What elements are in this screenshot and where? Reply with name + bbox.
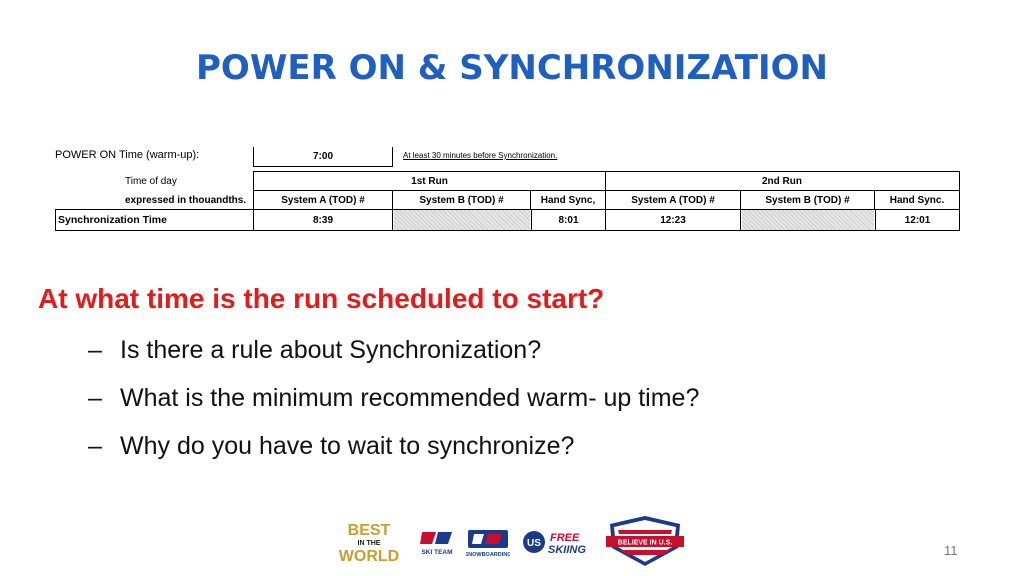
svg-text:SKI TEAM: SKI TEAM — [421, 549, 453, 556]
slide-title: POWER ON & SYNCHRONIZATION — [196, 48, 828, 88]
col-system-b-run1: System B (TOD) # — [393, 191, 531, 209]
bullet-item: – What is the minimum recommended warm- up time? — [88, 384, 700, 412]
sync-row-label: Synchronization Time — [58, 214, 167, 226]
svg-text:SKIING: SKIING — [548, 544, 586, 556]
col-hand-sync-run1: Hand Sync, — [531, 191, 606, 209]
expressed-label: expressed in thouandths. — [125, 195, 247, 206]
col-hand-sync-run2: Hand Sync. — [875, 191, 960, 209]
main-question: At what time is the run scheduled to start? — [38, 283, 605, 314]
best-in-the-world-logo — [336, 520, 402, 564]
svg-text:FREE: FREE — [550, 532, 580, 544]
us-snowboarding-logo — [466, 528, 510, 558]
time-of-day-label: Time of day — [125, 176, 177, 187]
col-system-a-run1: System A (TOD) # — [253, 191, 393, 209]
power-on-note: At least 30 minutes before Synchronization. — [403, 151, 558, 160]
sync-system-a-run1: 8:39 — [253, 209, 393, 231]
svg-text:BEST: BEST — [347, 522, 391, 539]
believe-in-us-logo — [602, 514, 688, 568]
run2-header: 2nd Run — [605, 171, 960, 191]
sync-system-b-run1-shaded — [394, 210, 530, 230]
sync-hand-run1: 8:01 — [531, 209, 606, 231]
svg-text:WORLD: WORLD — [338, 548, 400, 564]
run1-header: 1st Run — [253, 171, 606, 191]
sync-system-a-run2: 12:23 — [606, 209, 741, 231]
us-ski-team-logo — [418, 528, 456, 558]
bullet-item: – Why do you have to wait to synchronize? — [88, 432, 575, 460]
power-on-value: 7:00 — [253, 147, 393, 167]
col-system-b-run2: System B (TOD) # — [741, 191, 875, 209]
us-freeskiing-logo — [520, 526, 596, 558]
svg-text:BELIEVE IN U.S.: BELIEVE IN U.S. — [617, 539, 673, 547]
power-on-label: POWER ON Time (warm-up): — [55, 149, 200, 161]
bullet-item: – Is there a rule about Synchronization? — [88, 336, 542, 364]
slide-number: 11 — [944, 543, 958, 558]
sync-system-b-run2-shaded — [742, 210, 874, 230]
col-system-a-run2: System A (TOD) # — [606, 191, 741, 209]
svg-text:SNOWBOARDING: SNOWBOARDING — [466, 552, 510, 558]
svg-text:US: US — [527, 538, 541, 549]
synchronization-table — [55, 147, 960, 235]
svg-text:IN THE: IN THE — [357, 540, 381, 547]
sync-hand-run2: 12:01 — [875, 209, 960, 231]
